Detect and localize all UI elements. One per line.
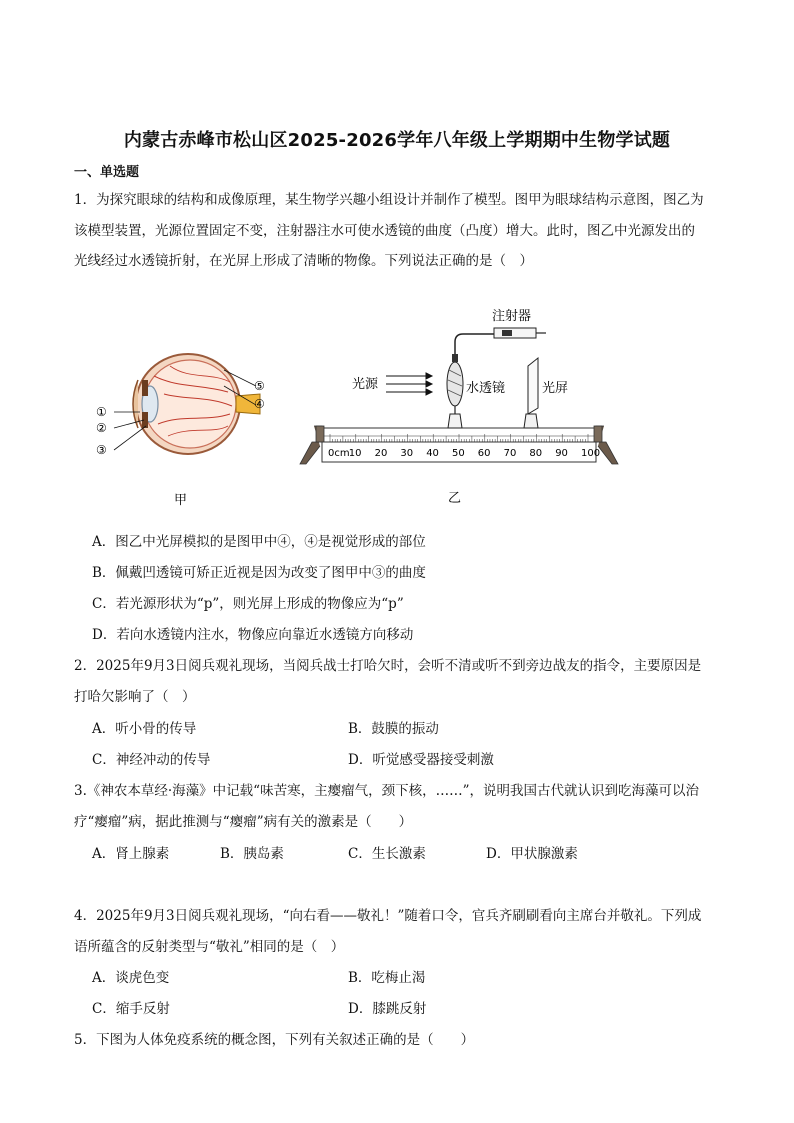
q3-line: 疗“瘿瘤”病，据此推测与“瘿瘤”病有关的激素是（ ） <box>74 814 413 830</box>
eye-label: ④ <box>254 397 265 411</box>
ruler-label: 0cm <box>328 448 350 459</box>
q1-figure <box>90 296 630 510</box>
q3-line: 3.《神农本草经·海藻》中记载“味苦寒，主瘿瘤气，颈下核，……”，说明我国古代就认识到吃海藻可以治 <box>74 783 699 799</box>
ruler-label: 20 <box>374 448 388 459</box>
figure-caption-right: 乙 <box>448 491 462 506</box>
q4-option-d[interactable]: D．膝跳反射 <box>348 1001 427 1017</box>
ruler-label: 30 <box>400 448 414 459</box>
ruler-label: 40 <box>426 448 439 459</box>
light-arrows <box>386 373 432 395</box>
q4-option-b[interactable]: B．吃梅止渴 <box>348 970 426 986</box>
q1-option-d[interactable]: D．若向水透镜内注水，物像应向靠近水透镜方向移动 <box>92 627 414 643</box>
figure-caption-left: 甲 <box>174 493 188 508</box>
q2-line: 2．2025年9月3日阅兵观礼现场，当阅兵战士打哈欠时，会听不清或听不到旁边战友的指令，主要原因是 <box>74 658 702 674</box>
page-title: 内蒙古赤峰市松山区2025-2026学年八年级上学期期中生物学试题 <box>123 130 671 151</box>
q2-option-c[interactable]: C．神经冲动的传导 <box>92 752 211 768</box>
eye-label: ① <box>96 405 107 419</box>
q4-option-c[interactable]: C．缩手反射 <box>92 1001 170 1017</box>
q3-option-b[interactable]: B．胰岛素 <box>220 846 284 862</box>
water-lens <box>447 362 463 406</box>
section-heading: 一、单选题 <box>74 165 140 180</box>
q3-option-d[interactable]: D．甲状腺激素 <box>486 846 578 862</box>
light-screen <box>528 358 538 414</box>
syringe <box>494 328 536 338</box>
water-lens-label: 水透镜 <box>466 381 506 396</box>
q2-line: 打哈欠影响了（ ） <box>74 689 196 705</box>
q2-option-d[interactable]: D．听觉感受器接受刺激 <box>348 752 494 768</box>
syringe-label: 注射器 <box>492 309 532 324</box>
q3-option-c[interactable]: C．生长激素 <box>348 846 426 862</box>
q4-line: 4．2025年9月3日阅兵观礼现场，“向右看——敬礼！”随着口令，官兵齐刷刷看向主席台并敬礼。下列成 <box>74 908 702 924</box>
q1-option-b[interactable]: B．佩戴凹透镜可矫正近视是因为改变了图甲中③的曲度 <box>92 565 426 581</box>
q4-option-a[interactable]: A．谈虎色变 <box>92 970 170 986</box>
model-apparatus <box>300 309 618 506</box>
ruler-label: 80 <box>529 448 543 459</box>
q2-option-a[interactable]: A．听小骨的传导 <box>92 721 197 737</box>
q5-line: 5．下图为人体免疫系统的概念图，下列有关叙述正确的是（ ） <box>74 1032 475 1048</box>
ruler-label: 60 <box>477 448 491 459</box>
q3-option-a[interactable]: A．肾上腺素 <box>92 846 170 862</box>
q1-line: 该模型装置，光源位置固定不变，注射器注水可使水透镜的曲度（凸度）增大。此时，图乙中光源发出的 <box>74 223 695 239</box>
ruler-label: 90 <box>555 448 568 459</box>
q1-line: 1．为探究眼球的结构和成像原理，某生物学兴趣小组设计并制作了模型。图甲为眼球结构示意图，图乙为 <box>74 192 704 208</box>
q4-line: 语所蕴含的反射类型与“敬礼”相同的是（ ） <box>74 939 345 955</box>
ruler-label: 70 <box>503 448 517 459</box>
eye-label: ⑤ <box>254 379 265 393</box>
ruler-label: 50 <box>452 448 465 459</box>
light-screen-label: 光屏 <box>542 381 569 396</box>
eye-label: ③ <box>96 443 107 457</box>
eye-label: ② <box>96 421 107 435</box>
light-source-label: 光源 <box>352 377 379 392</box>
eye-diagram <box>96 354 265 508</box>
q2-option-b[interactable]: B．鼓膜的振动 <box>348 721 439 737</box>
q1-option-a[interactable]: A．图乙中光屏模拟的是图甲中④，④是视觉形成的部位 <box>92 534 426 550</box>
q1-option-c[interactable]: C．若光源形状为“p”，则光屏上形成的物像应为“p” <box>92 596 404 612</box>
ruler-label: 100 <box>581 448 601 459</box>
q1-line: 光线经过水透镜折射，在光屏上形成了清晰的物像。下列说法正确的是（ ） <box>74 253 533 269</box>
ruler-label: 10 <box>348 448 362 459</box>
